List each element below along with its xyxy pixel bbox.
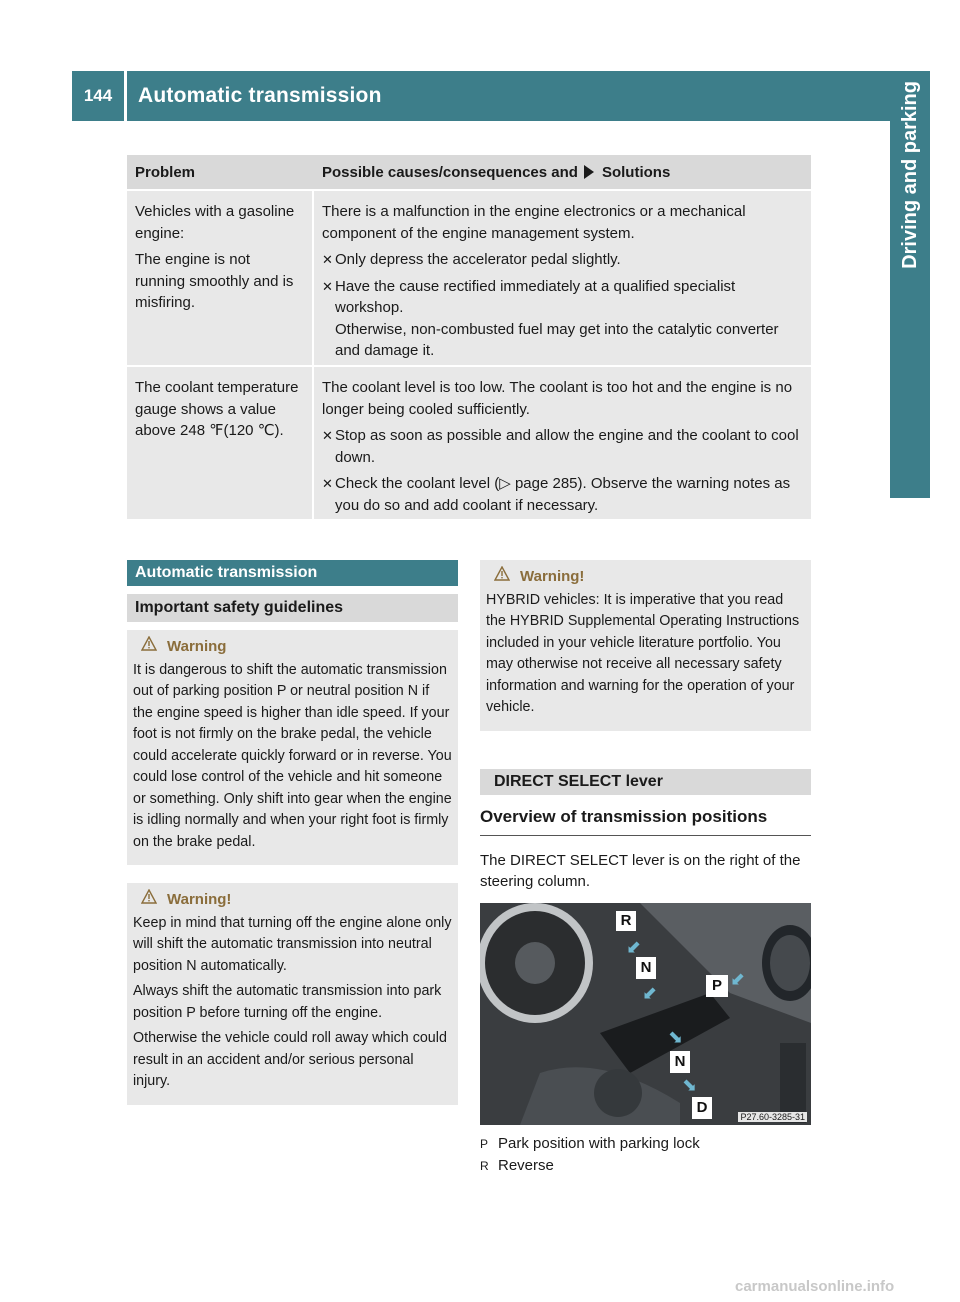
right-column [480,560,811,1177]
solution-step: ✕ Have the cause rectified immediately at a qualified specialist workshop. [322,276,803,319]
photo-code: P27.60-3285-31 [740,1111,805,1122]
cause-text: There is a malfunction in the engine electronics or a mechanical component of the engine management system. [322,203,746,242]
arrow-icon: ⬋ [642,982,658,1003]
table-row [127,191,811,367]
warning-box [480,560,811,731]
chapter-side-tab [890,71,930,498]
solution-step: ✕ Only depress the accelerator pedal slightly. [322,249,803,271]
direct-select-lever-photo [480,903,811,1125]
position-label-n: N [636,957,656,979]
position-label-p: P [706,975,728,997]
warning-text: It is dangerous to shift the automatic transmission out of parking position P or neutral position N if the engine speed is higher than idle speed. If your foot is not firmly on the brake pedal, the vehicle could accelerate quickly forward or in reverse. You could lose control of the vehicle and hit someone or something. Only shift into gear when the engine is idling normally and when your right foot is firmly on the brake pedal. [133,661,452,850]
legend [480,1133,811,1177]
page-header [72,71,890,121]
warning-text: Always shift the automatic transmission into park position P before turning off the engine. [133,983,442,1021]
problem-text: Vehicles with a gasoline engine: [135,203,295,242]
watermark: carmanualsonline.info [735,1278,895,1295]
section-heading: DIRECT SELECT lever [480,769,811,795]
arrow-icon: ⬊ [668,1026,684,1047]
legend-item: P Park position with parking lock [480,1134,700,1152]
arrow-icon: ⬊ [682,1074,698,1095]
page-title: Automatic transmission [138,84,382,107]
legend-item: R Reverse [480,1156,554,1174]
chapter-label: Driving and parking [898,81,921,269]
warning-text: Keep in mind that turning off the engine alone only will shift the automatic transmission into neutral position N automatically. [133,914,452,974]
arrow-icon: ⬋ [626,936,642,957]
overview-heading: Overview of transmission positions [480,795,811,836]
step-marker-icon: ✕ [322,278,333,294]
cause-text: The coolant level is too low. The coolant is too hot and the engine is no longer being cooled sufficiently. [322,379,793,418]
solution-note: Otherwise, non-combusted fuel may get into the catalytic converter and damage it. [335,320,779,359]
troubleshooting-table [127,155,811,521]
warning-title: Warning [167,638,227,655]
warning-triangle-icon [141,636,157,658]
warning-text: Otherwise the vehicle could roll away which could result in an accident and/or serious personal injury. [133,1030,447,1089]
left-column [127,560,458,1105]
solution-step: ✕ Stop as soon as possible and allow the engine and the coolant to cool down. [322,425,803,468]
warning-title: Warning! [167,891,232,908]
solution-step: ✕ Check the coolant level (▷ page 285). Observe the warning notes as you do so and add coolant if necessary. [322,473,803,516]
arrow-right-icon [584,165,594,179]
column-header-problem: Problem [135,163,196,181]
table-header [127,155,811,191]
problem-text: The engine is not running smoothly and is misfiring. [135,251,294,311]
position-label-n: N [670,1051,690,1073]
table-row [127,367,811,521]
subsection-heading: Important safety guidelines [127,594,458,622]
warning-box [127,883,458,1105]
position-label-r: R [616,911,636,931]
warning-triangle-icon [141,889,157,911]
position-label-d: D [692,1097,712,1119]
warning-triangle-icon [494,566,510,588]
warning-box [127,630,458,865]
step-marker-icon: ✕ [322,252,333,267]
column-header-solutions: Possible causes/consequences and Solutions [322,163,671,181]
step-marker-icon: ✕ [322,476,333,491]
page-number: 144 [72,71,127,121]
step-marker-icon: ✕ [322,428,333,443]
problem-text: The coolant temperature gauge shows a value above 248 ℉(120 ℃). [135,379,299,439]
body-text: The DIRECT SELECT lever is on the right of the steering column. [480,851,801,890]
warning-text: HYBRID vehicles: It is imperative that you read the HYBRID Supplemental Operating Instructions included in your vehicle literature portfolio. You may otherwise not receive all necessary safety information and warning for the operation of your vehicle. [486,591,800,715]
warning-title: Warning! [520,568,585,585]
arrow-icon: ⬋ [730,968,746,989]
section-heading: Automatic transmission [127,560,458,586]
